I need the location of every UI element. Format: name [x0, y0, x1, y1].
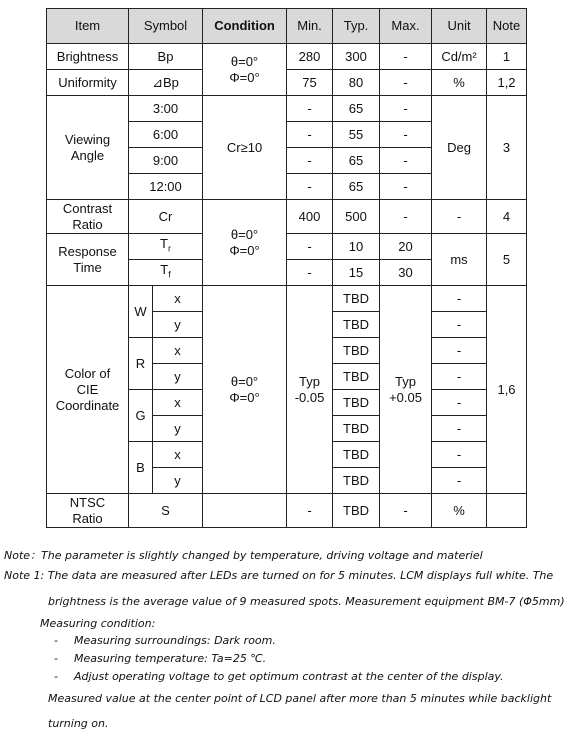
typ-viewing: 65	[333, 148, 380, 174]
cie-color-b: B	[129, 442, 153, 494]
cie-color-w: W	[129, 286, 153, 338]
note-viewing: 3	[487, 96, 527, 200]
condition-item-2: Measuring temperature: Ta=25 ℃.	[74, 652, 267, 665]
row-contrast	[47, 200, 527, 234]
note-uniformity: 1,2	[487, 70, 527, 96]
typ-viewing: 55	[333, 122, 380, 148]
item-response: Response Time	[47, 234, 129, 286]
min-tr: -	[287, 234, 333, 260]
symbol-ntsc: S	[129, 494, 203, 528]
item-viewing-angle: Viewing Angle	[47, 96, 129, 200]
item-contrast: Contrast Ratio	[47, 200, 129, 234]
note-cie: 1,6	[487, 286, 527, 494]
note-brightness: 1	[487, 44, 527, 70]
symbol-tf	[129, 260, 203, 286]
symbol-tr	[129, 234, 203, 260]
note-1-line-a: Note 1: The data are measured after LEDs are turned on for 5 minutes. LCM displays full white. The	[4, 569, 554, 582]
cie-coord-y: y	[153, 416, 203, 442]
unit-contrast: -	[432, 200, 487, 234]
typ-brightness: 300	[333, 44, 380, 70]
note-1-line-b: brightness is the average value of 9 measured spots. Measurement equipment BM-7 (Φ5mm)	[48, 595, 565, 608]
row-viewing-3	[47, 96, 527, 122]
min-ntsc: -	[287, 494, 333, 528]
unit-response: ms	[432, 234, 487, 286]
bullet: -	[54, 670, 58, 683]
min-uniformity: 75	[287, 70, 333, 96]
unit-cie: -	[432, 390, 487, 416]
tr-label: $T_r$	[160, 236, 171, 254]
final-note-line-a: Measured value at the center point of LCD panel after more than 5 minutes while backlight	[48, 692, 552, 705]
typ-cie: TBD	[333, 312, 380, 338]
note-general: Note：The parameter is slightly changed by temperature, driving voltage and materiel	[4, 549, 483, 562]
header-item: Item	[47, 9, 129, 44]
condition-cie: θ=0° Φ=0°	[203, 286, 287, 494]
header-typ: Typ.	[333, 9, 380, 44]
item-brightness: Brightness	[47, 44, 129, 70]
min-viewing: -	[287, 174, 333, 200]
symbol-brightness: Bp	[129, 44, 203, 70]
max-brightness: -	[380, 44, 432, 70]
max-ntsc: -	[380, 494, 432, 528]
symbol-viewing: 12:00	[129, 174, 203, 200]
row-ntsc	[47, 494, 527, 528]
bullet: -	[54, 652, 58, 665]
symbol-viewing: 3:00	[129, 96, 203, 122]
typ-cie: TBD	[333, 364, 380, 390]
cie-coord-y: y	[153, 312, 203, 338]
optical-spec-table	[46, 8, 527, 528]
min-viewing: -	[287, 122, 333, 148]
condition-viewing: Cr≥10	[203, 96, 287, 200]
max-cie: Typ +0.05	[380, 286, 432, 494]
unit-cie: -	[432, 442, 487, 468]
bullet: -	[54, 634, 58, 647]
max-contrast: -	[380, 200, 432, 234]
typ-viewing: 65	[333, 174, 380, 200]
cie-coord-x: x	[153, 286, 203, 312]
header-row	[47, 9, 527, 44]
max-uniformity: -	[380, 70, 432, 96]
cie-color-r: R	[129, 338, 153, 390]
min-viewing: -	[287, 96, 333, 122]
typ-tf: 15	[333, 260, 380, 286]
min-cie: Typ -0.05	[287, 286, 333, 494]
unit-brightness: Cd/m²	[432, 44, 487, 70]
tr-sub: r	[167, 243, 171, 254]
note-ntsc	[487, 494, 527, 528]
condition-item-3: Adjust operating voltage to get optimum contrast at the center of the display.	[74, 670, 504, 683]
unit-ntsc: %	[432, 494, 487, 528]
min-brightness: 280	[287, 44, 333, 70]
max-tr: 20	[380, 234, 432, 260]
unit-viewing: Deg	[432, 96, 487, 200]
note-contrast: 4	[487, 200, 527, 234]
typ-uniformity: 80	[333, 70, 380, 96]
item-uniformity: Uniformity	[47, 70, 129, 96]
unit-cie: -	[432, 312, 487, 338]
cie-coord-y: y	[153, 364, 203, 390]
max-viewing: -	[380, 174, 432, 200]
row-brightness	[47, 44, 527, 70]
note-response: 5	[487, 234, 527, 286]
cie-coord-x: x	[153, 338, 203, 364]
typ-contrast: 500	[333, 200, 380, 234]
row-response-tr	[47, 234, 527, 260]
symbol-contrast: Cr	[129, 200, 203, 234]
condition-ntsc	[203, 494, 287, 528]
min-contrast: 400	[287, 200, 333, 234]
item-ntsc: NTSC Ratio	[47, 494, 129, 528]
unit-cie: -	[432, 286, 487, 312]
cie-coord-x: x	[153, 390, 203, 416]
condition-contrast-response: θ=0° Φ=0°	[203, 200, 287, 286]
final-note-line-b: turning on.	[48, 717, 109, 730]
typ-cie: TBD	[333, 442, 380, 468]
typ-cie: TBD	[333, 338, 380, 364]
header-condition: Condition	[203, 9, 287, 44]
unit-cie: -	[432, 338, 487, 364]
cie-color-g: G	[129, 390, 153, 442]
max-viewing: -	[380, 96, 432, 122]
typ-ntsc: TBD	[333, 494, 380, 528]
min-tf: -	[287, 260, 333, 286]
row-cie-w-x	[47, 286, 527, 312]
header-unit: Unit	[432, 9, 487, 44]
symbol-viewing: 9:00	[129, 148, 203, 174]
tf-sub: f	[168, 269, 171, 280]
max-viewing: -	[380, 122, 432, 148]
typ-tr: 10	[333, 234, 380, 260]
typ-cie: TBD	[333, 468, 380, 494]
unit-cie: -	[432, 416, 487, 442]
symbol-viewing: 6:00	[129, 122, 203, 148]
header-max: Max.	[380, 9, 432, 44]
symbol-uniformity: ⊿Bp	[129, 70, 203, 96]
item-cie: Color of CIE Coordinate	[47, 286, 129, 494]
unit-cie: -	[432, 364, 487, 390]
condition-brightness: θ=0° Φ=0°	[203, 44, 287, 96]
header-min: Min.	[287, 9, 333, 44]
typ-cie: TBD	[333, 416, 380, 442]
tf-label: $T_f$	[160, 262, 171, 280]
typ-cie: TBD	[333, 286, 380, 312]
header-symbol: Symbol	[129, 9, 203, 44]
cie-coord-x: x	[153, 442, 203, 468]
unit-uniformity: %	[432, 70, 487, 96]
max-viewing: -	[380, 148, 432, 174]
unit-cie: -	[432, 468, 487, 494]
max-tf: 30	[380, 260, 432, 286]
condition-item-1: Measuring surroundings: Dark room.	[74, 634, 276, 647]
min-viewing: -	[287, 148, 333, 174]
measuring-condition-title: Measuring condition:	[40, 617, 156, 630]
typ-viewing: 65	[333, 96, 380, 122]
row-uniformity	[47, 70, 527, 96]
cie-coord-y: y	[153, 468, 203, 494]
typ-cie: TBD	[333, 390, 380, 416]
header-note: Note	[487, 9, 527, 44]
